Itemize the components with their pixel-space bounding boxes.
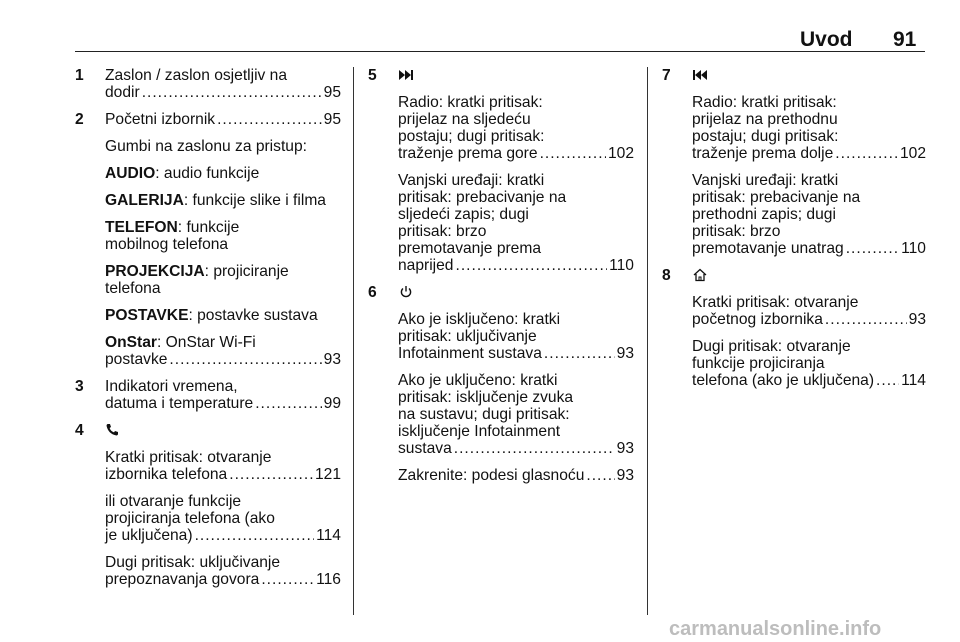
page-ref: 93 (616, 440, 634, 457)
entry-text: pritisak: uključivanje (398, 328, 537, 345)
entry-text: telefona (ako je uključena) (692, 372, 875, 389)
key-description: mobilnog telefona (105, 236, 229, 253)
entry-number: 6 (368, 284, 377, 301)
key-description: postavke (105, 351, 168, 368)
entry-text: Radio: kratki pritisak: (692, 94, 837, 111)
leader-dots (454, 440, 615, 457)
page-ref: 93 (616, 467, 634, 484)
column-1 (75, 67, 341, 598)
column-2 (368, 67, 634, 494)
entry-text: Dugi pritisak: uključivanje (105, 554, 281, 571)
key-description: : audio funkcije (155, 165, 260, 182)
entry-6 (368, 284, 634, 484)
entry-number: 5 (368, 67, 377, 84)
leader-dots (217, 111, 322, 128)
entry-2 (75, 111, 341, 368)
key-label: PROJEKCIJA (105, 263, 205, 280)
entry-number: 7 (662, 67, 671, 84)
entry-text: Kratki pritisak: otvaranje (105, 449, 272, 466)
entry-text: pritisak: prebacivanje na (398, 189, 567, 206)
entry-text: projiciranja telefona (ako (105, 510, 275, 527)
key-description: : funkcije slike i filma (183, 192, 326, 209)
key-description: : OnStar Wi-Fi (157, 334, 256, 351)
entry-text: isključenje Infotainment (398, 423, 561, 440)
key-description: telefona (105, 280, 161, 297)
page-number: 91 (893, 28, 917, 51)
key-label: TELEFON (105, 219, 178, 236)
entry-number: 4 (75, 422, 84, 439)
leader-dots (825, 311, 907, 328)
phone-icon (105, 423, 121, 437)
entry-text: traženje prema dolje (692, 145, 834, 162)
column-divider (353, 67, 354, 615)
power-icon (398, 285, 414, 299)
entry-text: prethodni zapis; dugi (692, 206, 836, 223)
page-ref: 110 (609, 257, 634, 274)
leader-dots (195, 527, 315, 544)
previous-track-icon (692, 68, 708, 82)
entry-text: Kratki pritisak: otvaranje (692, 294, 859, 311)
entry-text: prijelaz na prethodnu (692, 111, 838, 128)
entry-text: ili otvaranje funkcije (105, 493, 242, 510)
leader-dots (846, 240, 899, 257)
entry-number: 1 (75, 67, 84, 84)
entry-text: Indikatori vremena, (105, 378, 238, 395)
watermark: carmanualsonline.info (669, 618, 882, 640)
entry-text: Infotainment sustava (398, 345, 542, 362)
key-label: OnStar (105, 334, 157, 351)
entry-text: pritisak: brzo (398, 223, 487, 240)
entry-text: funkcije projiciranja (692, 355, 825, 372)
page-ref: 93 (323, 351, 341, 368)
leader-dots (455, 257, 607, 274)
entry-text: Gumbi na zaslonu za pristup: (105, 138, 307, 155)
page-ref: 114 (316, 527, 341, 544)
entry-text: Ako je isključeno: kratki (398, 311, 561, 328)
page-ref: 99 (323, 395, 341, 412)
next-track-icon (398, 68, 414, 82)
entry-text: premotavanje prema (398, 240, 542, 257)
entry-text: početnog izbornika (692, 311, 823, 328)
leader-dots (835, 145, 898, 162)
leader-dots (586, 467, 614, 484)
leader-dots (261, 571, 314, 588)
entry-text: pritisak: prebacivanje na (692, 189, 861, 206)
page-ref: 102 (899, 145, 926, 162)
leader-dots (876, 372, 899, 389)
page-title: Uvod (800, 28, 853, 51)
key-description: : projiciranje (204, 263, 289, 280)
entry-text: Početni izbornik (105, 111, 216, 128)
key-label: GALERIJA (105, 192, 184, 209)
entry-text: postaju; dugi pritisak: (398, 128, 545, 145)
leader-dots (229, 466, 313, 483)
entry-text: dodir (105, 84, 140, 101)
entry-text: naprijed (398, 257, 454, 274)
entry-text: premotavanje unatrag (692, 240, 844, 257)
page-ref: 93 (616, 345, 634, 362)
entry-text: traženje prema gore (398, 145, 538, 162)
header-rule (75, 51, 925, 52)
entry-text: Zakrenite: podesi glasnoću (398, 467, 585, 484)
leader-dots (540, 145, 606, 162)
entry-text: izbornika telefona (105, 466, 228, 483)
entry-4 (75, 422, 341, 588)
entry-text: Vanjski uređaji: kratki (398, 172, 545, 189)
key-description: : postavke sustava (188, 307, 318, 324)
entry-text: Dugi pritisak: otvaranje (692, 338, 851, 355)
entry-number: 8 (662, 267, 671, 284)
home-icon (692, 268, 708, 282)
leader-dots (142, 84, 322, 101)
leader-dots (169, 351, 321, 368)
entry-1 (75, 67, 341, 101)
entry-text: postaju; dugi pritisak: (692, 128, 839, 145)
entry-number: 3 (75, 378, 84, 395)
column-divider (647, 67, 648, 615)
leader-dots (544, 345, 615, 362)
entry-text: na sustavu; dugi pritisak: (398, 406, 570, 423)
page-ref: 93 (908, 311, 926, 328)
page-ref: 116 (316, 571, 341, 588)
page-ref: 95 (323, 84, 341, 101)
key-label: POSTAVKE (105, 307, 189, 324)
entry-text: Radio: kratki pritisak: (398, 94, 543, 111)
entry-text: pritisak: isključenje zvuka (398, 389, 574, 406)
key-description: : funkcije (177, 219, 240, 236)
entry-text: sustava (398, 440, 452, 457)
entry-text: datuma i temperature (105, 395, 254, 412)
entry-8 (662, 267, 926, 389)
entry-3 (75, 378, 341, 412)
page-ref: 114 (901, 372, 926, 389)
entry-text: Zaslon / zaslon osjetljiv na (105, 67, 288, 84)
entry-text: je uključena) (105, 527, 193, 544)
entry-7 (662, 67, 926, 257)
key-label: AUDIO (105, 165, 156, 182)
column-3 (662, 67, 926, 399)
entry-text: sljedeći zapis; dugi (398, 206, 529, 223)
entry-text: prepoznavanja govora (105, 571, 260, 588)
page-ref: 95 (323, 111, 341, 128)
entry-text: pritisak: brzo (692, 223, 781, 240)
page-ref: 102 (607, 145, 634, 162)
entry-text: prijelaz na sljedeću (398, 111, 531, 128)
entry-5 (368, 67, 634, 274)
entry-text: Ako je uključeno: kratki (398, 372, 558, 389)
entry-number: 2 (75, 111, 84, 128)
page-ref: 121 (314, 466, 341, 483)
leader-dots (255, 395, 321, 412)
entry-text: Vanjski uređaji: kratki (692, 172, 839, 189)
page-ref: 110 (901, 240, 926, 257)
